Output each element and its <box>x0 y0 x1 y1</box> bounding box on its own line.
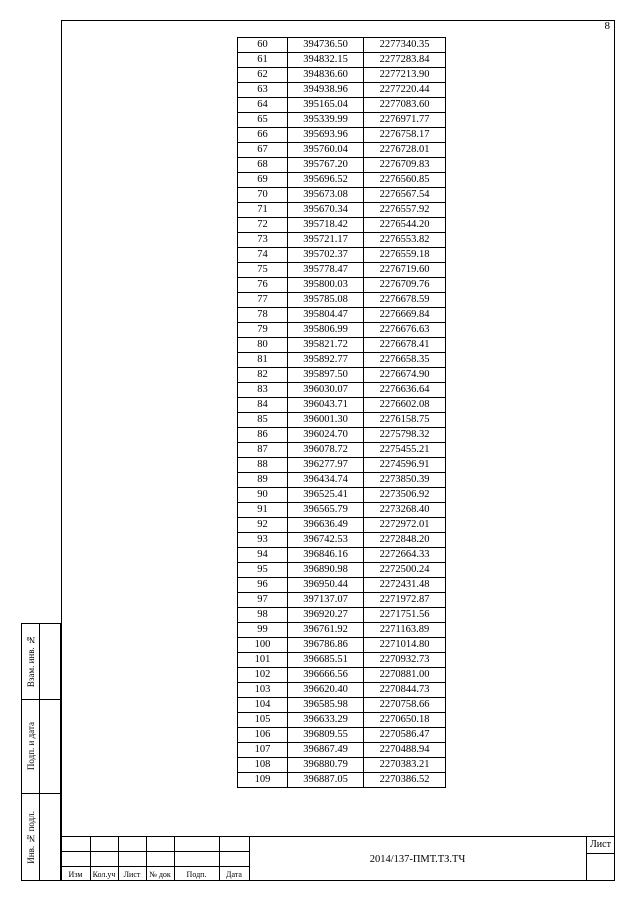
coord-x: 395670.34 <box>288 203 364 218</box>
point-number: 78 <box>238 308 288 323</box>
coord-y: 2276719.60 <box>364 263 446 278</box>
coord-y: 2274596.91 <box>364 458 446 473</box>
coord-y: 2271163.89 <box>364 623 446 638</box>
table-row <box>238 218 446 233</box>
table-row <box>238 248 446 263</box>
table-row <box>238 128 446 143</box>
coord-y: 2270650.18 <box>364 713 446 728</box>
table-row <box>238 488 446 503</box>
point-number: 60 <box>238 38 288 53</box>
table-row <box>238 623 446 638</box>
table-row <box>238 428 446 443</box>
table-row <box>238 578 446 593</box>
table-row <box>238 38 446 53</box>
coord-y: 2272664.33 <box>364 548 446 563</box>
point-number: 92 <box>238 518 288 533</box>
coord-y: 2277283.84 <box>364 53 446 68</box>
table-row <box>238 473 446 488</box>
coord-y: 2275455.21 <box>364 443 446 458</box>
coord-y: 2276676.63 <box>364 323 446 338</box>
table-row <box>238 728 446 743</box>
coord-y: 2273268.40 <box>364 503 446 518</box>
table-row <box>238 443 446 458</box>
point-number: 97 <box>238 593 288 608</box>
point-number: 109 <box>238 773 288 788</box>
point-number: 91 <box>238 503 288 518</box>
coord-y: 2277340.35 <box>364 38 446 53</box>
col-podp: Подп. <box>186 870 207 879</box>
table-row <box>238 83 446 98</box>
coord-y: 2272848.20 <box>364 533 446 548</box>
table-row <box>238 158 446 173</box>
coord-x: 395778.47 <box>288 263 364 278</box>
coord-y: 2272431.48 <box>364 578 446 593</box>
coord-y: 2276674.90 <box>364 368 446 383</box>
side-cell-inv-podl <box>21 793 61 881</box>
point-number: 62 <box>238 68 288 83</box>
point-number: 67 <box>238 143 288 158</box>
coord-x: 395165.04 <box>288 98 364 113</box>
coord-x: 396001.30 <box>288 413 364 428</box>
coord-y: 2270383.21 <box>364 758 446 773</box>
coord-x: 395892.77 <box>288 353 364 368</box>
title-block <box>61 836 615 881</box>
coord-x: 394736.50 <box>288 38 364 53</box>
coord-x: 397137.07 <box>288 593 364 608</box>
coord-x: 396636.49 <box>288 518 364 533</box>
point-number: 68 <box>238 158 288 173</box>
col-izm: Изм <box>68 870 83 879</box>
table-row <box>238 698 446 713</box>
table-row <box>238 668 446 683</box>
coord-y: 2270844.73 <box>364 683 446 698</box>
table-row <box>238 113 446 128</box>
coord-x: 396078.72 <box>288 443 364 458</box>
coord-x: 395785.08 <box>288 293 364 308</box>
point-number: 88 <box>238 458 288 473</box>
table-row <box>238 593 446 608</box>
page-number: 8 <box>604 20 610 32</box>
point-number: 66 <box>238 128 288 143</box>
coord-y: 2271751.56 <box>364 608 446 623</box>
coord-x: 395339.99 <box>288 113 364 128</box>
point-number: 80 <box>238 338 288 353</box>
point-number: 84 <box>238 398 288 413</box>
coord-x: 396024.70 <box>288 428 364 443</box>
coord-y: 2276636.64 <box>364 383 446 398</box>
document-code: 2014/137-ПМТ.ТЗ.ТЧ <box>369 853 466 865</box>
point-number: 86 <box>238 428 288 443</box>
coord-y: 2276728.01 <box>364 143 446 158</box>
point-number: 76 <box>238 278 288 293</box>
table-row <box>238 638 446 653</box>
coord-x: 396887.05 <box>288 773 364 788</box>
coord-x: 396786.86 <box>288 638 364 653</box>
sheet-label: Лист <box>590 839 611 850</box>
coord-x: 395767.20 <box>288 158 364 173</box>
coord-x: 396620.40 <box>288 683 364 698</box>
coord-y: 2271972.87 <box>364 593 446 608</box>
point-number: 77 <box>238 293 288 308</box>
table-row <box>238 293 446 308</box>
coord-y: 2276560.85 <box>364 173 446 188</box>
table-row <box>238 233 446 248</box>
coord-y: 2276567.54 <box>364 188 446 203</box>
coord-y: 2270932.73 <box>364 653 446 668</box>
table-row <box>238 68 446 83</box>
coord-y: 2276158.75 <box>364 413 446 428</box>
table-row <box>238 368 446 383</box>
coord-y: 2276557.92 <box>364 203 446 218</box>
point-number: 75 <box>238 263 288 278</box>
table-row <box>238 503 446 518</box>
table-row <box>238 263 446 278</box>
point-number: 106 <box>238 728 288 743</box>
point-number: 108 <box>238 758 288 773</box>
point-number: 63 <box>238 83 288 98</box>
coord-x: 396890.98 <box>288 563 364 578</box>
point-number: 89 <box>238 473 288 488</box>
coord-x: 395693.96 <box>288 128 364 143</box>
coord-y: 2270488.94 <box>364 743 446 758</box>
table-row <box>238 323 446 338</box>
coord-x: 395804.47 <box>288 308 364 323</box>
point-number: 85 <box>238 413 288 428</box>
table-row <box>238 353 446 368</box>
table-row <box>238 533 446 548</box>
coord-x: 396030.07 <box>288 383 364 398</box>
coord-x: 396846.16 <box>288 548 364 563</box>
coord-x: 394938.96 <box>288 83 364 98</box>
coord-y: 2270758.66 <box>364 698 446 713</box>
table-row <box>238 143 446 158</box>
coord-x: 396950.44 <box>288 578 364 593</box>
coord-y: 2276602.08 <box>364 398 446 413</box>
coord-x: 394832.15 <box>288 53 364 68</box>
coord-x: 395800.03 <box>288 278 364 293</box>
col-data: Дата <box>226 870 242 879</box>
table-row <box>238 458 446 473</box>
coord-x: 396809.55 <box>288 728 364 743</box>
coord-x: 396666.56 <box>288 668 364 683</box>
table-row <box>238 188 446 203</box>
coord-x: 396525.41 <box>288 488 364 503</box>
table-row <box>238 338 446 353</box>
table-row <box>238 653 446 668</box>
table-row <box>238 743 446 758</box>
point-number: 107 <box>238 743 288 758</box>
point-number: 102 <box>238 668 288 683</box>
coord-x: 395702.37 <box>288 248 364 263</box>
side-cell-vzam <box>21 623 61 700</box>
coord-x: 396761.92 <box>288 623 364 638</box>
coord-y: 2276709.76 <box>364 278 446 293</box>
coord-x: 396742.53 <box>288 533 364 548</box>
table-row <box>238 563 446 578</box>
table-row <box>238 398 446 413</box>
coord-y: 2276553.82 <box>364 233 446 248</box>
table-row <box>238 518 446 533</box>
point-number: 100 <box>238 638 288 653</box>
coord-y: 2270881.00 <box>364 668 446 683</box>
coord-x: 396277.97 <box>288 458 364 473</box>
coord-y: 2272972.01 <box>364 518 446 533</box>
point-number: 90 <box>238 488 288 503</box>
point-number: 104 <box>238 698 288 713</box>
coord-y: 2275798.32 <box>364 428 446 443</box>
point-number: 71 <box>238 203 288 218</box>
coord-x: 395696.52 <box>288 173 364 188</box>
point-number: 65 <box>238 113 288 128</box>
point-number: 103 <box>238 683 288 698</box>
point-number: 83 <box>238 383 288 398</box>
coord-x: 395673.08 <box>288 188 364 203</box>
coord-x: 395721.17 <box>288 233 364 248</box>
point-number: 64 <box>238 98 288 113</box>
point-number: 101 <box>238 653 288 668</box>
table-row <box>238 278 446 293</box>
coord-y: 2271014.80 <box>364 638 446 653</box>
table-row <box>238 773 446 788</box>
point-number: 94 <box>238 548 288 563</box>
point-number: 74 <box>238 248 288 263</box>
point-number: 105 <box>238 713 288 728</box>
coord-x: 396685.51 <box>288 653 364 668</box>
point-number: 87 <box>238 443 288 458</box>
coord-y: 2272500.24 <box>364 563 446 578</box>
coord-y: 2277213.90 <box>364 68 446 83</box>
table-row <box>238 758 446 773</box>
coord-y: 2276669.84 <box>364 308 446 323</box>
coord-y: 2273850.39 <box>364 473 446 488</box>
table-row <box>238 383 446 398</box>
point-number: 79 <box>238 323 288 338</box>
point-number: 96 <box>238 578 288 593</box>
coord-x: 394836.60 <box>288 68 364 83</box>
point-number: 93 <box>238 533 288 548</box>
coord-x: 396565.79 <box>288 503 364 518</box>
coord-y: 2270386.52 <box>364 773 446 788</box>
point-number: 61 <box>238 53 288 68</box>
coord-x: 395718.42 <box>288 218 364 233</box>
point-number: 81 <box>238 353 288 368</box>
coord-x: 396880.79 <box>288 758 364 773</box>
table-row <box>238 173 446 188</box>
coord-y: 2277220.44 <box>364 83 446 98</box>
coord-x: 396867.49 <box>288 743 364 758</box>
side-label-podp-data: Подп. и дата <box>25 722 36 771</box>
point-number: 98 <box>238 608 288 623</box>
table-row <box>238 548 446 563</box>
coord-y: 2277083.60 <box>364 98 446 113</box>
coord-y: 2276678.59 <box>364 293 446 308</box>
coord-x: 396585.98 <box>288 698 364 713</box>
coord-y: 2276678.41 <box>364 338 446 353</box>
coord-x: 396633.29 <box>288 713 364 728</box>
coord-y: 2276709.83 <box>364 158 446 173</box>
table-row <box>238 308 446 323</box>
table-row <box>238 53 446 68</box>
coord-y: 2276658.35 <box>364 353 446 368</box>
point-number: 99 <box>238 623 288 638</box>
coord-y: 2276544.20 <box>364 218 446 233</box>
side-label-inv-podl: Инв. № подл. <box>25 810 36 864</box>
point-number: 69 <box>238 173 288 188</box>
side-label-vzam: Взам. инв. № <box>25 635 36 688</box>
coordinates-table <box>237 37 446 788</box>
coord-y: 2276559.18 <box>364 248 446 263</box>
col-list: Лист <box>123 870 141 879</box>
table-row <box>238 608 446 623</box>
coord-y: 2276971.77 <box>364 113 446 128</box>
coord-x: 395821.72 <box>288 338 364 353</box>
point-number: 95 <box>238 563 288 578</box>
coord-y: 2270586.47 <box>364 728 446 743</box>
table-row <box>238 98 446 113</box>
table-row <box>238 203 446 218</box>
col-kol-uch: Кол.уч <box>92 870 116 879</box>
point-number: 70 <box>238 188 288 203</box>
coord-x: 396043.71 <box>288 398 364 413</box>
col-n-dok: № док <box>149 870 171 879</box>
coord-y: 2276758.17 <box>364 128 446 143</box>
point-number: 82 <box>238 368 288 383</box>
coord-x: 395897.50 <box>288 368 364 383</box>
coord-x: 396434.74 <box>288 473 364 488</box>
coord-x: 396920.27 <box>288 608 364 623</box>
side-cell-podp-data <box>21 699 61 794</box>
coord-x: 395760.04 <box>288 143 364 158</box>
table-row <box>238 713 446 728</box>
table-row <box>238 683 446 698</box>
side-stamp <box>21 623 61 881</box>
coord-x: 395806.99 <box>288 323 364 338</box>
table-row <box>238 413 446 428</box>
point-number: 73 <box>238 233 288 248</box>
point-number: 72 <box>238 218 288 233</box>
coord-y: 2273506.92 <box>364 488 446 503</box>
